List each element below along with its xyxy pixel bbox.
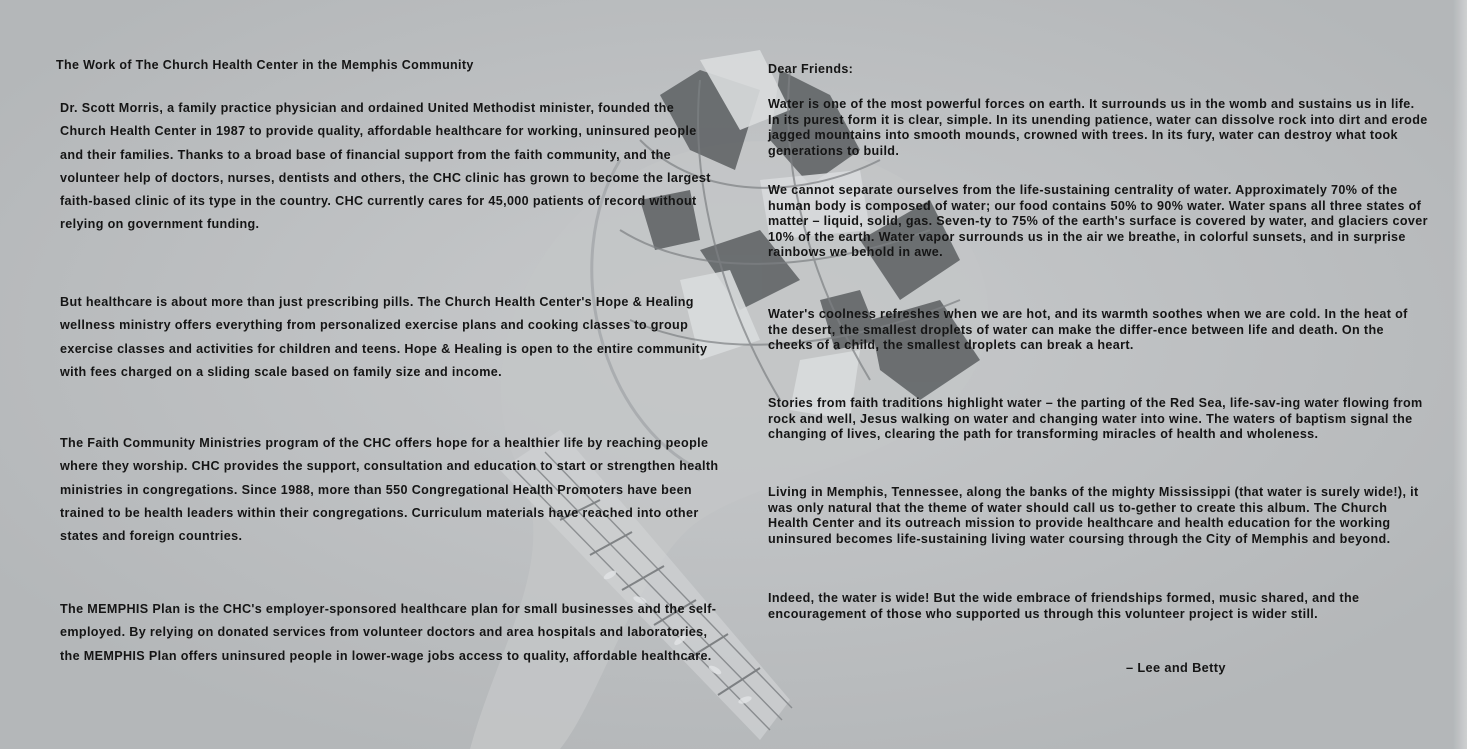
left-paragraph-2: But healthcare is about more than just prescribing pills. The Church Health Center's Hope & Healing wellness ministry offers everything from personalized exercise plans and cooking classes to group exercise classes and activities for children and teens. Hope & Healing is open to the entire community with fees charged on a sliding scale based on family size and income.	[60, 295, 708, 379]
left-paragraph-4: The MEMPHIS Plan is the CHC's employer-sponsored healthcare plan for small businesses and the self-employed. By relying on donated services from volunteer doctors and area hospitals and laboratories, the MEMPHIS Plan offers uninsured people in lower-wage jobs access to quality, affordable healthcare.	[60, 602, 717, 663]
letter-paragraph-2: We cannot separate ourselves from the life-sustaining centrality of water. Approximately 70% of the human body is composed of water; our food contains 50% to 90% water. Water spans all three states of matter – liquid, solid, gas. Seven-ty to 75% of the earth's surface is covered by water, and glaciers cover 10% of the earth. Water vapor surrounds us in the air we breathe, in colorful sunsets, and in surprise rainbows we behold in awe.	[768, 183, 1428, 260]
letter-paragraph-6: Indeed, the water is wide! But the wide embrace of friendships formed, music shared, and the encouragement of those who supported us through this volunteer project is wider still.	[768, 591, 1360, 621]
letter-paragraph-5: Living in Memphis, Tennessee, along the banks of the mighty Mississippi (that water is surely wide!), it was only natural that the theme of water should call us to-gether to create this album. The Church Health Center and its outreach mission to provide healthcare and health education for the working uninsured becomes life-sustaining living water coursing through the City of Memphis and beyond.	[768, 485, 1419, 546]
page-edge	[1453, 0, 1467, 749]
letter-paragraph-3: Water's coolness refreshes when we are hot, and its warmth soothes when we are cold. In the heat of the desert, the smallest droplets of water can make the differ-ence between life and death. On the cheeks of a child, the smallest droplets can break a heart.	[768, 307, 1408, 353]
letter-signature: – Lee and Betty	[1126, 660, 1226, 675]
left-paragraph-3: The Faith Community Ministries program of the CHC offers hope for a healthier life by reaching people where they worship. CHC provides the support, consultation and education to start or strengthen health ministries in congregations. Since 1988, more than 550 Congregational Health Promoters have been trained to be health leaders within their congregations. Curriculum materials have reached into other states and foreign countries.	[60, 436, 719, 544]
left-paragraph-1: Dr. Scott Morris, a family practice physician and ordained United Methodist minister, founded the Church Health Center in 1987 to provide quality, affordable healthcare for working, uninsured people and their families. Thanks to a broad base of financial support from the faith community, and the volunteer help of doctors, nurses, dentists and others, the CHC clinic has grown to become the largest faith-based clinic of its type in the country. CHC currently cares for 45,000 patients of record without relying on government funding.	[60, 101, 711, 232]
left-heading: The Work of The Church Health Center in the Memphis Community	[56, 58, 474, 72]
letter-paragraph-4: Stories from faith traditions highlight water – the parting of the Red Sea, life-sav-ing water flowing from rock and well, Jesus walking on water and changing water into wine. The waters of baptism signal the changing of lives, clearing the path for transforming miracles of health and wholeness.	[768, 396, 1423, 442]
letter-paragraph-1: Water is one of the most powerful forces on earth. It surrounds us in the womb and sustains us in life. In its purest form it is clear, simple. In its unending patience, water can dissolve rock into dirt and erode jagged mountains into smooth mounds, crowned with trees. In its fury, water can destroy what took generations to build.	[768, 97, 1428, 158]
letter-salutation: Dear Friends:	[768, 62, 854, 76]
